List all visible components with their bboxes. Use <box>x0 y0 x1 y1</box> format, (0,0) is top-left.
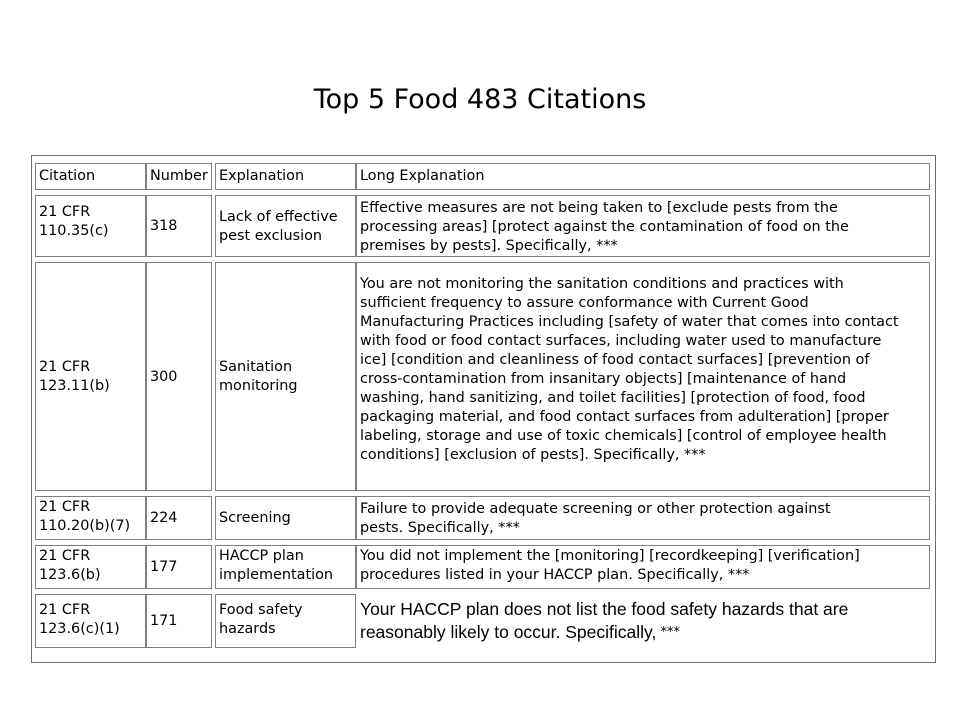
slide-title: Top 5 Food 483 Citations <box>313 84 647 115</box>
row2-long-explanation: You are not monitoring the sanitation conditions and practices with sufficient frequency to assure conformance with Current Good Manufacturing Practices including [safety of water that comes into contact with food or food contact surfaces, including water used to manufacture ice] [condition and cleanliness of food contact surfaces] [prevention of cross-contamination from insanitary objects] [maintenance of hand washing, hand sanitizing, and toilet facilities] [protection of food, food packaging material, and food contact surfaces from adulteration] [proper labeling, storage and use of toxic chemicals] [control of employee health conditions] [exclusion of pests]. Specifically, *** <box>356 262 930 491</box>
row4-number: 177 <box>146 545 212 589</box>
row1-explanation: Lack of effective pest exclusion <box>215 195 356 257</box>
row5-long-explanation <box>356 594 930 648</box>
row3-number: 224 <box>146 496 212 540</box>
row5-citation: 21 CFR 123.6(c)(1) <box>35 594 146 648</box>
header-citation: Citation <box>35 163 146 190</box>
row2-number: 300 <box>146 262 212 491</box>
row5-long-text: Your HACCP plan does not list the food safety hazards that are reasonably likely to occur. Specifically, <box>360 599 849 642</box>
row1-long-explanation: Effective measures are not being taken to [exclude pests from the processing areas] [protect against the contamination of food on the premises by pests]. Specifically, *** <box>356 195 930 257</box>
row1-number: 318 <box>146 195 212 257</box>
row2-citation: 21 CFR 123.11(b) <box>35 262 146 491</box>
row4-long-explanation: You did not implement the [monitoring] [recordkeeping] [verification] procedures listed in your HACCP plan. Specifically, *** <box>356 545 930 589</box>
row5-explanation: Food safety hazards <box>215 594 356 648</box>
citations-table <box>31 155 936 663</box>
header-long-explanation: Long Explanation <box>356 163 930 190</box>
row3-explanation: Screening <box>215 496 356 540</box>
row3-long-explanation: Failure to provide adequate screening or other protection against pests. Specifically, *** <box>356 496 930 540</box>
header-number: Number <box>146 163 212 190</box>
row2-explanation: Sanitation monitoring <box>215 262 356 491</box>
row4-citation: 21 CFR 123.6(b) <box>35 545 146 589</box>
header-explanation: Explanation <box>215 163 356 190</box>
row4-explanation: HACCP plan implementation <box>215 545 356 589</box>
row5-number: 171 <box>146 594 212 648</box>
row5-long-asterisks: *** <box>656 625 680 640</box>
row1-citation: 21 CFR 110.35(c) <box>35 195 146 257</box>
row3-citation: 21 CFR 110.20(b)(7) <box>35 496 146 540</box>
